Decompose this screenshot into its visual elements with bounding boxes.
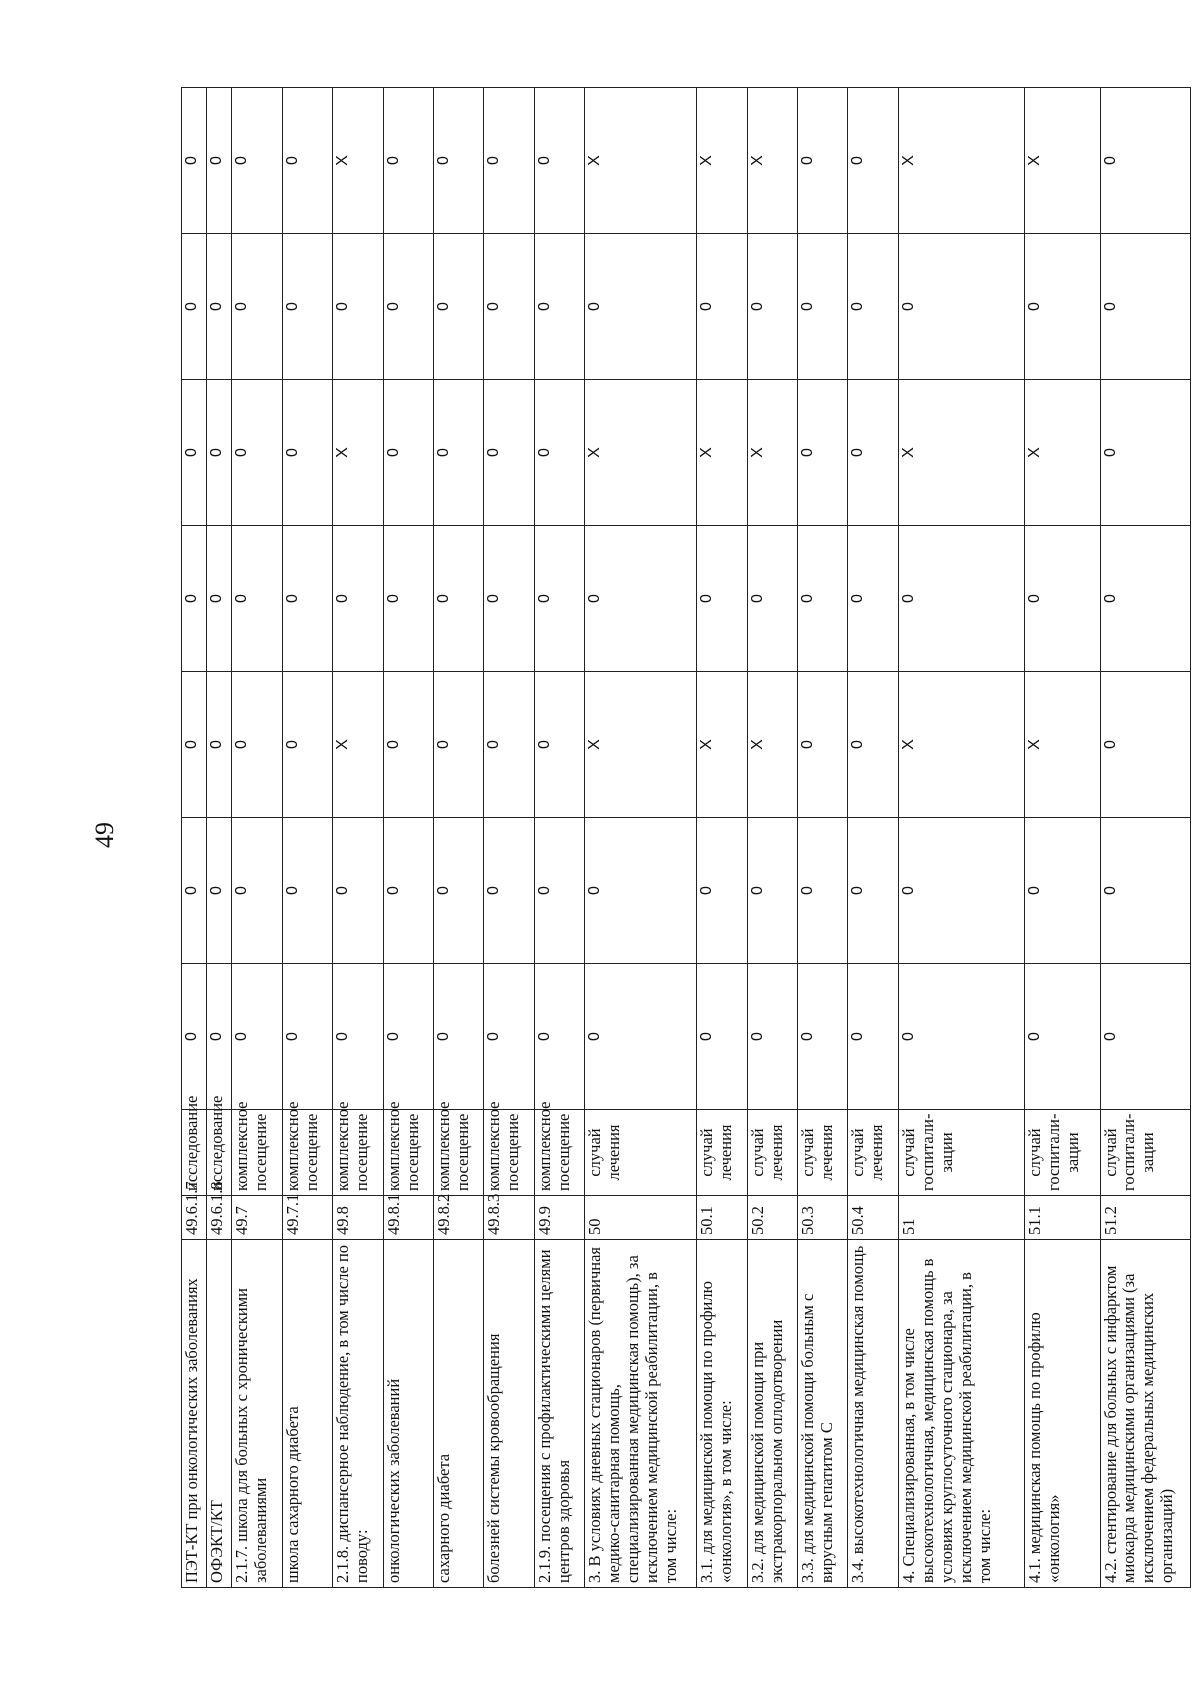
row-code-cell: 51.1 — [1024, 1196, 1100, 1240]
row-value-cell: X — [898, 88, 1024, 234]
row-value-cell: 0 — [484, 380, 534, 526]
page-number: 49 — [90, 822, 119, 848]
row-value-cell: 0 — [798, 88, 848, 234]
row-value-cell: 0 — [848, 818, 898, 964]
row-value-cell: 0 — [1100, 380, 1191, 526]
row-value-cell: 0 — [1024, 526, 1100, 672]
row-value-cell: 0 — [207, 234, 232, 380]
row-code-cell: 49.9 — [534, 1196, 584, 1240]
row-value-cell: 0 — [798, 234, 848, 380]
row-value-cell: 0 — [383, 88, 433, 234]
row-name-cell: ПЭТ-КТ при онкологических заболеваниях — [182, 1240, 207, 1588]
row-value-cell: X — [1024, 672, 1100, 818]
row-value-cell: X — [1024, 380, 1100, 526]
row-value-cell: 0 — [207, 88, 232, 234]
row-value-cell: 0 — [433, 234, 483, 380]
row-value-cell: 0 — [182, 672, 207, 818]
row-code-cell: 49.8.2 — [433, 1196, 483, 1240]
row-name-cell: болезней системы кровообращения — [484, 1240, 534, 1588]
row-value-cell: X — [585, 380, 697, 526]
table-row — [898, 88, 1024, 1588]
table-row — [433, 88, 483, 1588]
row-unit-cell: случай госпитали-зации — [1024, 1110, 1100, 1196]
row-unit-cell: случай лечения — [848, 1110, 898, 1196]
row-name-cell: 2.1.8. диспансерное наблюдение, в том числе по поводу: — [333, 1240, 383, 1588]
row-value-cell: 0 — [848, 380, 898, 526]
row-name-cell: онкологических заболеваний — [383, 1240, 433, 1588]
row-value-cell: 0 — [798, 964, 848, 1110]
row-code-cell: 49.8.3 — [484, 1196, 534, 1240]
row-unit-cell: случай лечения — [747, 1110, 797, 1196]
row-name-cell: сахарного диабета — [433, 1240, 483, 1588]
row-code-cell: 49.8 — [333, 1196, 383, 1240]
row-value-cell: 0 — [433, 526, 483, 672]
row-value-cell: 0 — [1100, 672, 1191, 818]
row-name-cell: 3. В условиях дневных стационаров (первичная медико-санитарная помощь, специализированная медицинская помощь), за исключением медицинской реабилитации, в том числе: — [585, 1240, 697, 1588]
row-unit-cell: комплексное посещение — [433, 1110, 483, 1196]
row-value-cell: 0 — [1100, 818, 1191, 964]
row-value-cell: 0 — [383, 234, 433, 380]
row-code-cell: 49.8.1 — [383, 1196, 433, 1240]
row-value-cell: 0 — [182, 88, 207, 234]
row-unit-cell: случай госпитали-зации — [1100, 1110, 1191, 1196]
table-row — [585, 88, 697, 1588]
row-value-cell: 0 — [484, 88, 534, 234]
row-value-cell: X — [898, 672, 1024, 818]
row-value-cell: 0 — [333, 964, 383, 1110]
row-value-cell: 0 — [182, 526, 207, 672]
row-value-cell: 0 — [898, 526, 1024, 672]
row-value-cell: 0 — [585, 526, 697, 672]
row-value-cell: 0 — [484, 672, 534, 818]
row-value-cell: 0 — [333, 818, 383, 964]
table-row — [848, 88, 898, 1588]
row-value-cell: X — [697, 88, 747, 234]
row-name-cell: 2.1.7. школа для больных с хроническими заболеваниями — [232, 1240, 282, 1588]
row-value-cell: 0 — [207, 672, 232, 818]
row-code-cell: 50.3 — [798, 1196, 848, 1240]
row-name-cell: 4. Специализированная, в том числе высокотехнологичная, медицинская помощь в условиях круглосуточного стационара, за исключением медицинской реабилитации, в том числе: — [898, 1240, 1024, 1588]
row-value-cell: 0 — [282, 964, 332, 1110]
table-row — [282, 88, 332, 1588]
row-name-cell: 2.1.9. посещения с профилактическими целями центров здоровья — [534, 1240, 584, 1588]
row-value-cell: 0 — [232, 818, 282, 964]
row-code-cell: 50.4 — [848, 1196, 898, 1240]
row-value-cell: 0 — [848, 964, 898, 1110]
row-value-cell: 0 — [207, 818, 232, 964]
row-name-cell: 3.3. для медицинской помощи больным с вирусным гепатитом С — [798, 1240, 848, 1588]
row-value-cell: 0 — [383, 818, 433, 964]
row-value-cell: 0 — [1024, 818, 1100, 964]
row-value-cell: 0 — [534, 526, 584, 672]
row-value-cell: 0 — [798, 526, 848, 672]
row-value-cell: 0 — [282, 526, 332, 672]
row-value-cell: X — [898, 380, 1024, 526]
row-value-cell: 0 — [232, 672, 282, 818]
row-code-cell: 51 — [898, 1196, 1024, 1240]
row-value-cell: 0 — [848, 526, 898, 672]
row-value-cell: 0 — [747, 964, 797, 1110]
row-value-cell: 0 — [484, 964, 534, 1110]
row-unit-cell: случай госпитали-зации — [898, 1110, 1024, 1196]
row-value-cell: 0 — [333, 234, 383, 380]
row-value-cell: 0 — [207, 964, 232, 1110]
row-value-cell: 0 — [798, 672, 848, 818]
row-unit-cell: комплексное посещение — [534, 1110, 584, 1196]
row-value-cell: 0 — [232, 88, 282, 234]
row-value-cell: 0 — [534, 818, 584, 964]
table-row — [1024, 88, 1100, 1588]
row-value-cell: X — [585, 672, 697, 818]
row-value-cell: 0 — [282, 818, 332, 964]
row-unit-cell: комплексное посещение — [232, 1110, 282, 1196]
row-unit-cell: случай лечения — [697, 1110, 747, 1196]
row-value-cell: 0 — [898, 964, 1024, 1110]
row-unit-cell: случай лечения — [585, 1110, 697, 1196]
row-value-cell: 0 — [207, 526, 232, 672]
row-value-cell: X — [1024, 88, 1100, 234]
row-code-cell: 49.6.1.8 — [207, 1196, 232, 1240]
row-value-cell: 0 — [534, 88, 584, 234]
row-value-cell: 0 — [282, 380, 332, 526]
row-name-cell: 4.2. стентирование для больных с инфарктом миокарда медицинскими организациями (за исключением федеральных медицинских организаций) — [1100, 1240, 1191, 1588]
row-value-cell: 0 — [747, 234, 797, 380]
row-name-cell: школа сахарного диабета — [282, 1240, 332, 1588]
row-value-cell: X — [747, 88, 797, 234]
row-value-cell: X — [697, 380, 747, 526]
row-value-cell: 0 — [433, 818, 483, 964]
row-unit-cell: комплексное посещение — [484, 1110, 534, 1196]
row-unit-cell: случай лечения — [798, 1110, 848, 1196]
rotated-table-container — [181, 88, 1191, 1588]
row-code-cell: 50 — [585, 1196, 697, 1240]
row-value-cell: 0 — [1100, 526, 1191, 672]
table-row — [383, 88, 433, 1588]
row-value-cell: 0 — [333, 526, 383, 672]
row-value-cell: 0 — [484, 526, 534, 672]
row-value-cell: 0 — [383, 380, 433, 526]
row-value-cell: 0 — [232, 526, 282, 672]
row-value-cell: 0 — [484, 818, 534, 964]
row-value-cell: 0 — [697, 234, 747, 380]
row-value-cell: 0 — [534, 964, 584, 1110]
row-value-cell: X — [333, 88, 383, 234]
row-value-cell: 0 — [182, 964, 207, 1110]
row-value-cell: 0 — [534, 234, 584, 380]
row-value-cell: 0 — [798, 818, 848, 964]
row-value-cell: 0 — [1024, 964, 1100, 1110]
row-value-cell: 0 — [282, 672, 332, 818]
row-code-cell: 49.7 — [232, 1196, 282, 1240]
row-name-cell: 3.1. для медицинской помощи по профилю «онкология», в том числе: — [697, 1240, 747, 1588]
row-name-cell: 3.2. для медицинской помощи при экстракорпоральном оплодотворении — [747, 1240, 797, 1588]
row-value-cell: 0 — [182, 380, 207, 526]
row-value-cell: 0 — [747, 818, 797, 964]
table-row — [747, 88, 797, 1588]
row-value-cell: 0 — [383, 672, 433, 818]
row-unit-cell: исследование — [182, 1110, 207, 1196]
row-value-cell: 0 — [207, 380, 232, 526]
row-value-cell: 0 — [898, 234, 1024, 380]
table-row — [484, 88, 534, 1588]
table-row — [182, 88, 207, 1588]
row-value-cell: 0 — [898, 818, 1024, 964]
row-unit-cell: комплексное посещение — [333, 1110, 383, 1196]
table-row — [1100, 88, 1191, 1588]
row-value-cell: X — [697, 672, 747, 818]
row-value-cell: 0 — [383, 964, 433, 1110]
row-name-cell: 3.4. высокотехнологичная медицинская помощь — [848, 1240, 898, 1588]
row-value-cell: 0 — [433, 88, 483, 234]
row-unit-cell: исследование — [207, 1110, 232, 1196]
row-value-cell: 0 — [848, 234, 898, 380]
row-value-cell: 0 — [433, 964, 483, 1110]
row-value-cell: 0 — [1100, 964, 1191, 1110]
table-row — [333, 88, 383, 1588]
row-value-cell: 0 — [232, 380, 282, 526]
row-value-cell: X — [333, 672, 383, 818]
row-value-cell: 0 — [747, 526, 797, 672]
table-row — [697, 88, 747, 1588]
row-name-cell: ОФЭКТ/КТ — [207, 1240, 232, 1588]
row-value-cell: X — [585, 88, 697, 234]
row-value-cell: X — [747, 380, 797, 526]
row-code-cell: 51.2 — [1100, 1196, 1191, 1240]
row-code-cell: 49.6.1.7 — [182, 1196, 207, 1240]
row-unit-cell: комплексное посещение — [282, 1110, 332, 1196]
table-row — [534, 88, 584, 1588]
row-value-cell: 0 — [1024, 234, 1100, 380]
row-value-cell: 0 — [585, 818, 697, 964]
row-value-cell: 0 — [848, 672, 898, 818]
row-value-cell: 0 — [282, 88, 332, 234]
row-value-cell: 0 — [697, 964, 747, 1110]
data-table — [181, 87, 1191, 1588]
table-row — [232, 88, 282, 1588]
row-code-cell: 49.7.1 — [282, 1196, 332, 1240]
row-value-cell: 0 — [282, 234, 332, 380]
row-value-cell: 0 — [182, 234, 207, 380]
table-row — [798, 88, 848, 1588]
row-value-cell: 0 — [697, 526, 747, 672]
row-code-cell: 50.2 — [747, 1196, 797, 1240]
table-row — [207, 88, 232, 1588]
row-value-cell: 0 — [534, 672, 584, 818]
row-value-cell: 0 — [383, 526, 433, 672]
row-value-cell: 0 — [433, 380, 483, 526]
row-value-cell: 0 — [232, 234, 282, 380]
row-value-cell: 0 — [433, 672, 483, 818]
row-value-cell: 0 — [232, 964, 282, 1110]
row-value-cell: 0 — [182, 818, 207, 964]
row-value-cell: 0 — [798, 380, 848, 526]
row-value-cell: 0 — [484, 234, 534, 380]
row-value-cell: 0 — [1100, 234, 1191, 380]
row-value-cell: X — [747, 672, 797, 818]
row-value-cell: X — [333, 380, 383, 526]
row-value-cell: 0 — [1100, 88, 1191, 234]
row-value-cell: 0 — [534, 380, 584, 526]
row-value-cell: 0 — [848, 88, 898, 234]
row-unit-cell: комплексное посещение — [383, 1110, 433, 1196]
row-code-cell: 50.1 — [697, 1196, 747, 1240]
row-value-cell: 0 — [585, 964, 697, 1110]
row-name-cell: 4.1. медицинская помощь по профилю «онкология» — [1024, 1240, 1100, 1588]
row-value-cell: 0 — [585, 234, 697, 380]
row-value-cell: 0 — [697, 818, 747, 964]
